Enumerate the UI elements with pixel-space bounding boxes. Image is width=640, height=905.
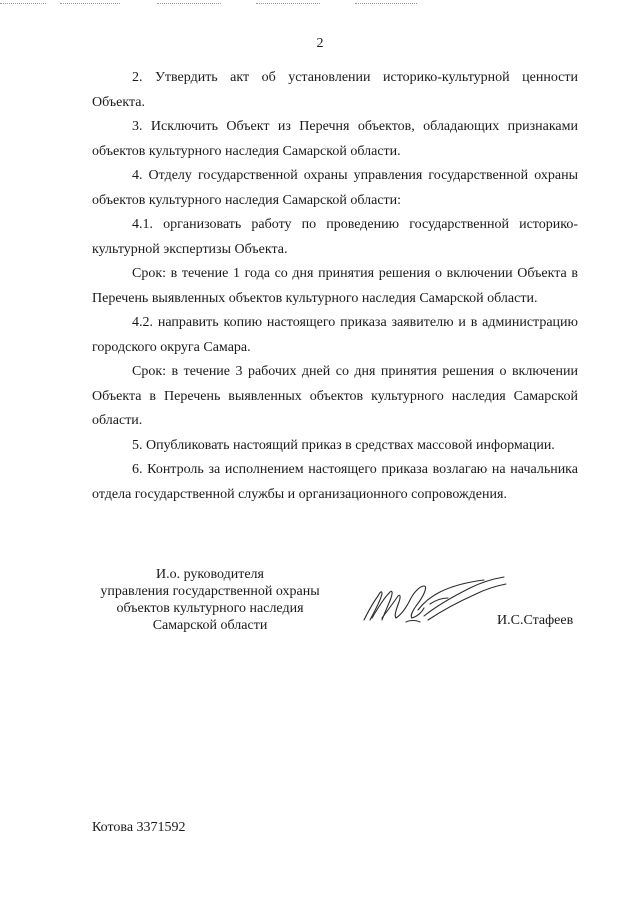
paragraph-deadline-2: Срок: в течение 3 рабочих дней со дня принятия решения о включении Объекта в Перечень выявленных объектов культурного наследия Самарской области. (92, 364, 578, 428)
page-number: 2 (316, 36, 324, 51)
signatory-title-line: И.о. руководителя (155, 567, 264, 582)
signatory-title-line: Самарской области (152, 618, 268, 633)
paragraph-4-1: 4.1. организовать работу по проведению государственной историко-культурной экспертизы Объекта. (92, 217, 578, 257)
executor-contact: Котова 3371592 (92, 820, 186, 835)
signatory-title (92, 566, 328, 634)
paragraph-4-2: 4.2. направить копию настоящего приказа заявителю и в администрацию городского округа Самара. (92, 315, 578, 355)
signatory-title-line: объектов культурного наследия (116, 601, 304, 616)
handwritten-signature (358, 574, 510, 632)
top-dotted-line (256, 3, 320, 4)
paragraph-4: 4. Отделу государственной охраны управления государственной охраны объектов культурного наследия Самарской области: (92, 168, 578, 208)
signer-name: И.С.Стафеев (497, 613, 574, 628)
top-dotted-line (157, 3, 221, 4)
paragraph-5: 5. Опубликовать настоящий приказ в средствах массовой информации. (132, 437, 555, 453)
signatory-title-line: управления государственной охраны (100, 584, 320, 599)
top-dotted-line (0, 3, 46, 4)
paragraph-deadline-1: Срок: в течение 1 года со дня принятия решения о включении Объекта в Перечень выявленных объектов культурного наследия Самарской области. (92, 266, 578, 306)
paragraph-6: 6. Контроль за исполнением настоящего приказа возлагаю на начальника отдела государственной службы и организационного сопровождения. (92, 462, 578, 502)
document-body (92, 66, 578, 507)
paragraph-2: 2. Утвердить акт об установлении историко-культурной ценности Объекта. (92, 70, 578, 110)
paragraph-3: 3. Исключить Объект из Перечня объектов, обладающих признаками объектов культурного наследия Самарской области. (92, 119, 578, 159)
top-dotted-line (60, 3, 120, 4)
top-dotted-line (355, 3, 417, 4)
